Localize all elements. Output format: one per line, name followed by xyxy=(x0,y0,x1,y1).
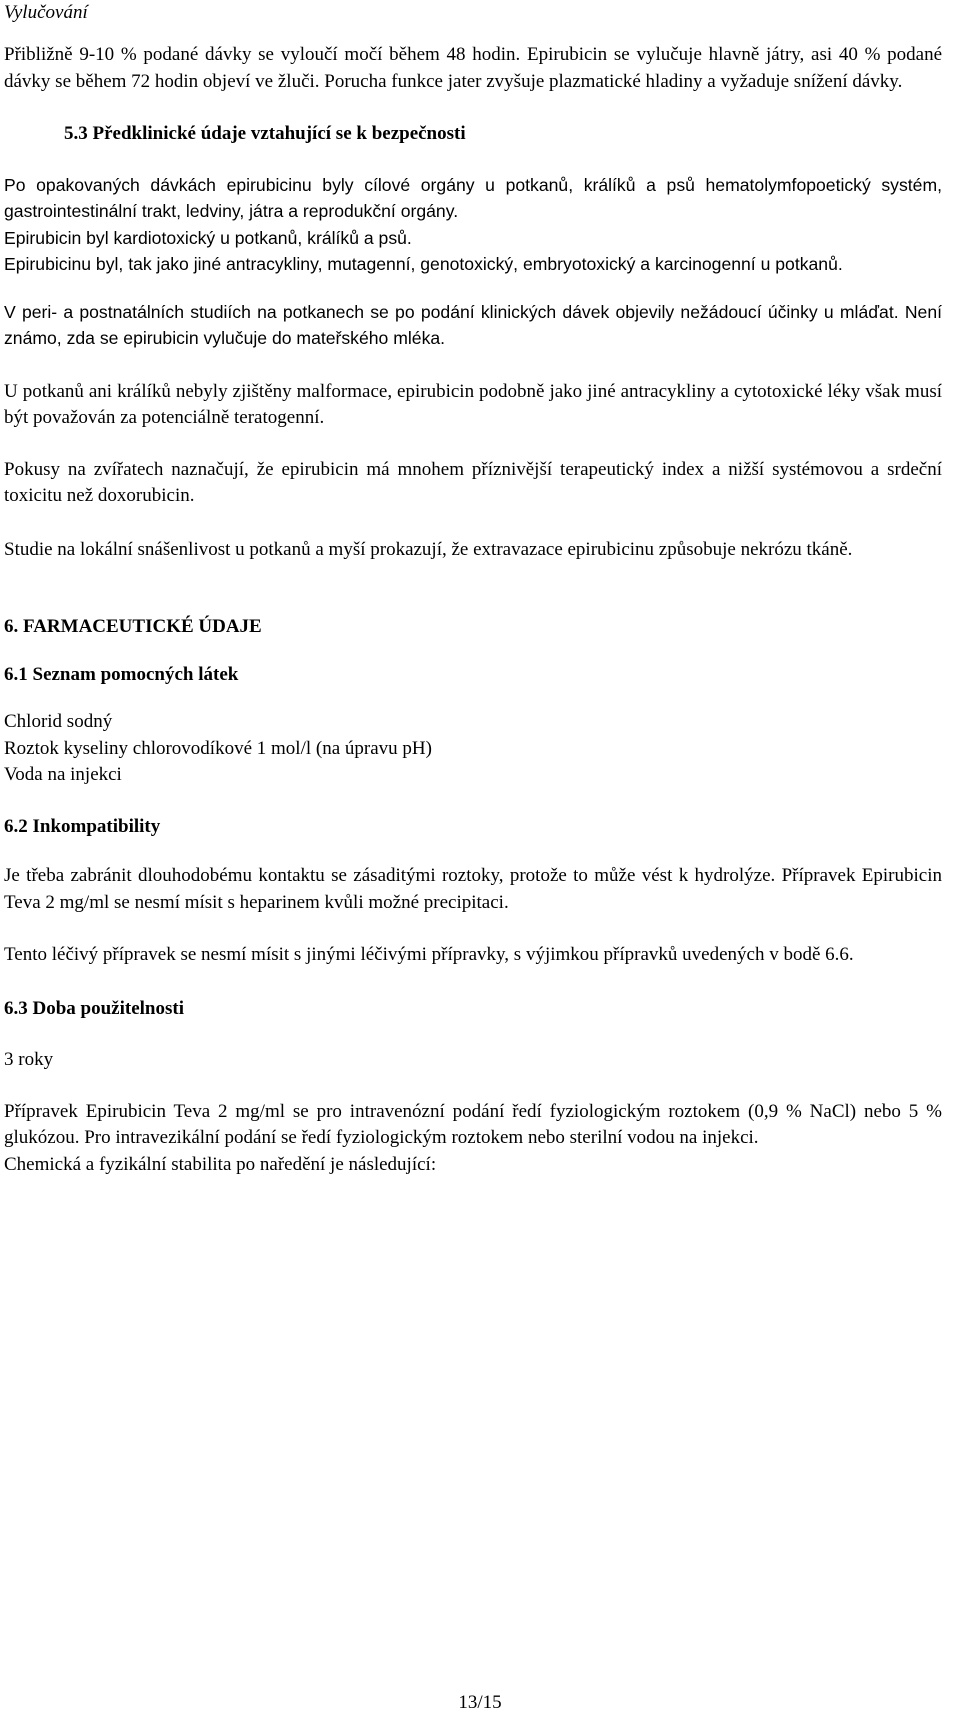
preclinical-paragraph-3: Epirubicinu byl, tak jako jiné antracykliny, mutagenní, genotoxický, embryotoxický a karcinogenní u potkanů. xyxy=(4,254,843,274)
preclinical-paragraph-1: Po opakovaných dávkách epirubicinu byly cílové orgány u potkanů, králíků a psů hematolymfopoetický systém, gastrointestinální trakt, ledviny, játra a reprodukční orgány. xyxy=(4,174,942,221)
preclinical-paragraph-4: V peri- a postnatálních studiích na potkanech se po podání klinických dávek objevily nežádoucí účinky u mláďat. Není známo, zda se epirubicin vylučuje do mateřského mléka. xyxy=(4,301,942,348)
excipient-item: Chlorid sodný xyxy=(4,711,113,732)
section-6-1-heading: 6.1 Seznam pomocných látek xyxy=(4,663,239,685)
preclinical-paragraph-7: Studie na lokální snášenlivost u potkanů a myší prokazují, že extravazace epirubicinu způsobuje nekrózu tkáně. xyxy=(4,538,853,560)
elimination-heading: Vylučování xyxy=(4,2,88,23)
excipients-list xyxy=(4,709,942,789)
section-6-heading: 6. FARMACEUTICKÉ ÚDAJE xyxy=(4,616,262,637)
preclinical-paragraph-6: Pokusy na zvířatech naznačují, že epirubicin má mnohem příznivější terapeutický index a nižší systémovou a srdeční toxicitu než doxorubicin. xyxy=(4,458,942,506)
section-5-3-heading: 5.3 Předklinické údaje vztahující se k bezpečnosti xyxy=(64,123,466,144)
elimination-text: Přibližně 9-10 % podané dávky se vyloučí močí během 48 hodin. Epirubicin se vylučuje hlavně játry, asi 40 % podané dávky se během 72 hodin objeví ve žluči. Porucha funkce jater zvyšuje plazmatické hladiny a vyžaduje snížení dávky. xyxy=(4,44,942,92)
incompatibility-paragraph-1: Je třeba zabránit dlouhodobému kontaktu se zásaditými roztoky, protože to může vést k hydrolýze. Přípravek Epirubicin Teva 2 mg/ml se nesmí mísit s heparinem kvůli možné precipitaci. xyxy=(4,865,942,913)
incompatibility-paragraph-2: Tento léčivý přípravek se nesmí mísit s jinými léčivými přípravky, s výjimkou přípravků uvedených v bodě 6.6. xyxy=(4,944,854,965)
preclinical-paragraph-2: Epirubicin byl kardiotoxický u potkanů, králíků a psů. xyxy=(4,227,412,248)
section-6-3-heading: 6.3 Doba použitelnosti xyxy=(4,997,184,1019)
excipient-item: Roztok kyseliny chlorovodíkové 1 mol/l (na úpravu pH) xyxy=(4,737,432,759)
section-6-2-heading: 6.2 Inkompatibility xyxy=(4,815,161,837)
shelf-life-value: 3 roky xyxy=(4,1049,54,1070)
preclinical-paragraph-5: U potkanů ani králíků nebyly zjištěny malformace, epirubicin podobně jako jiné antracykliny a cytotoxické léky však musí být považován za potenciálně teratogenní. xyxy=(4,380,942,428)
shelf-life-paragraph-1: Přípravek Epirubicin Teva 2 mg/ml se pro intravenózní podání ředí fyziologickým roztokem (0,9 % NaCl) nebo 5 % glukózou. Pro intravezikální podání se ředí fyziologickým roztokem nebo sterilní vodou na injekci. xyxy=(4,1100,942,1148)
excipient-item: Voda na injekci xyxy=(4,764,122,785)
page-number: 13/15 xyxy=(458,1692,502,1713)
shelf-life-paragraph-2: Chemická a fyzikální stabilita po naředění je následující: xyxy=(4,1153,437,1175)
